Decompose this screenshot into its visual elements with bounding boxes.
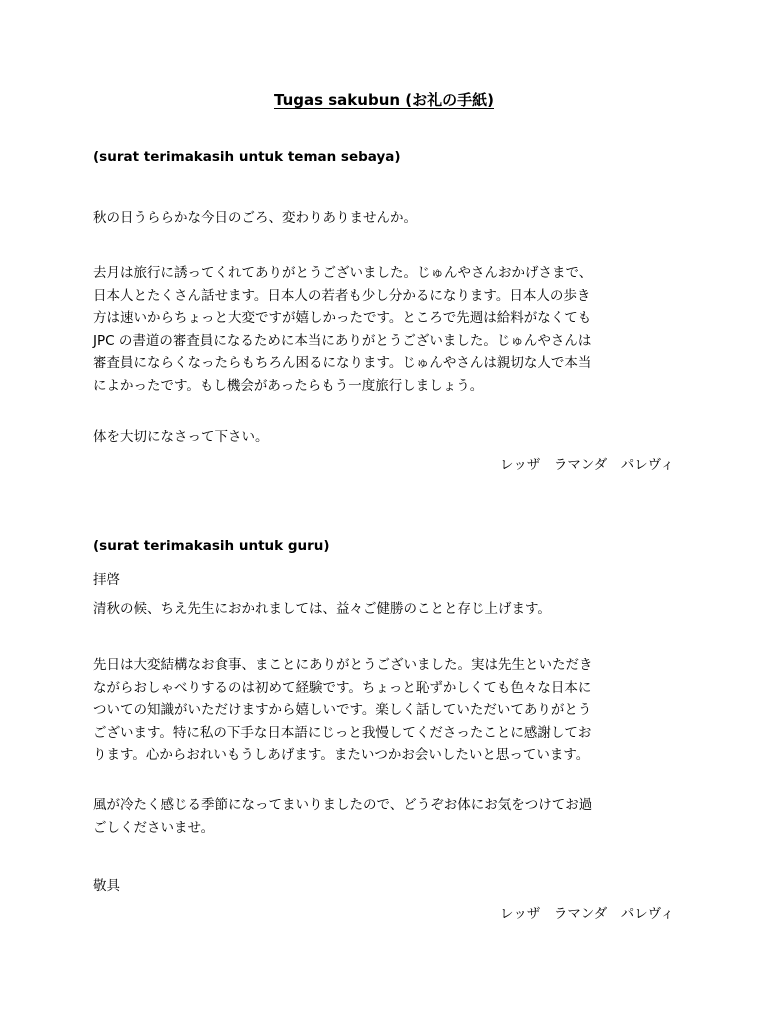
- letter1-body-line: 方は速いからちょっと大変ですが嬉しかったです。ところで先週は給料がなくても: [93, 310, 592, 326]
- letter2-salutation: 拝啓: [93, 572, 120, 588]
- letter2-closing-line: ごしくださいませ。: [93, 819, 215, 836]
- document-title: Tugas sakubun (お礼の手紙): [273, 91, 494, 109]
- letter2-body: [93, 654, 683, 767]
- letter1-body-line: 審査員にならくなったらもちろん困るになります。じゅんやさんは親切な人で本当: [93, 355, 592, 371]
- letter2-body-line: ながらおしゃべりするのは初めて経験です。ちょっと恥ずかしくても色々な日本に: [93, 679, 592, 696]
- letter1-body-line: 日本人とたくさん話せます。日本人の若者も少し分かるになります。日本人の歩き: [93, 287, 591, 304]
- letter1-body-line: によかったです。もし機会があったらもう一度旅行しましょう。: [93, 377, 484, 394]
- letter2-body-line: ついての知識がいただけますから嬉しいです。楽しく話していただいてありがとう: [93, 702, 592, 718]
- letter2-complimentary-close: 敬具: [93, 878, 120, 894]
- letter1-heading: (surat terimakasih untuk teman sebaya): [93, 149, 401, 165]
- letter1-body: [93, 262, 683, 397]
- letter2-body-line: ございます。特に私の下手な日本語にじっと我慢してくださったことに感謝してお: [93, 724, 592, 741]
- letter2-heading: (surat terimakasih untuk guru): [93, 538, 330, 554]
- letter2-signature: レッザ ラマンダ パレヴィ: [499, 906, 674, 922]
- letter1-opening: 秋の日うららかな今日のごろ、変わりありませんか。: [93, 210, 417, 226]
- letter1-signature: レッザ ラマンダ パレヴィ: [499, 457, 674, 473]
- letter2-closing-line: 風が冷たく感じる季節になってまいりましたので、どうぞお体にお気をつけてお過: [93, 797, 593, 813]
- letter1-closing: 体を大切になさって下さい。: [93, 429, 269, 445]
- letter1-body-line: JPC の書道の審査員になるために本当にありがとうございました。じゅんやさんは: [93, 332, 592, 349]
- letter2-body-line: ります。心からおれいもうしあげます。またいつかお会いしたいと思っています。: [93, 747, 590, 763]
- letter1-body-line: 去月は旅行に誘ってくれてありがとうございました。じゅんやさんおかげさまで、: [93, 265, 593, 281]
- letter2-body-line: 先日は大変結構なお食事、まことにありがとうございました。実は先生といただき: [93, 657, 593, 673]
- letter2-closing: [93, 794, 683, 839]
- letter2-greeting: 清秋の候、ちえ先生におかれましては、益々ご健勝のことと存じ上げます。: [93, 601, 551, 617]
